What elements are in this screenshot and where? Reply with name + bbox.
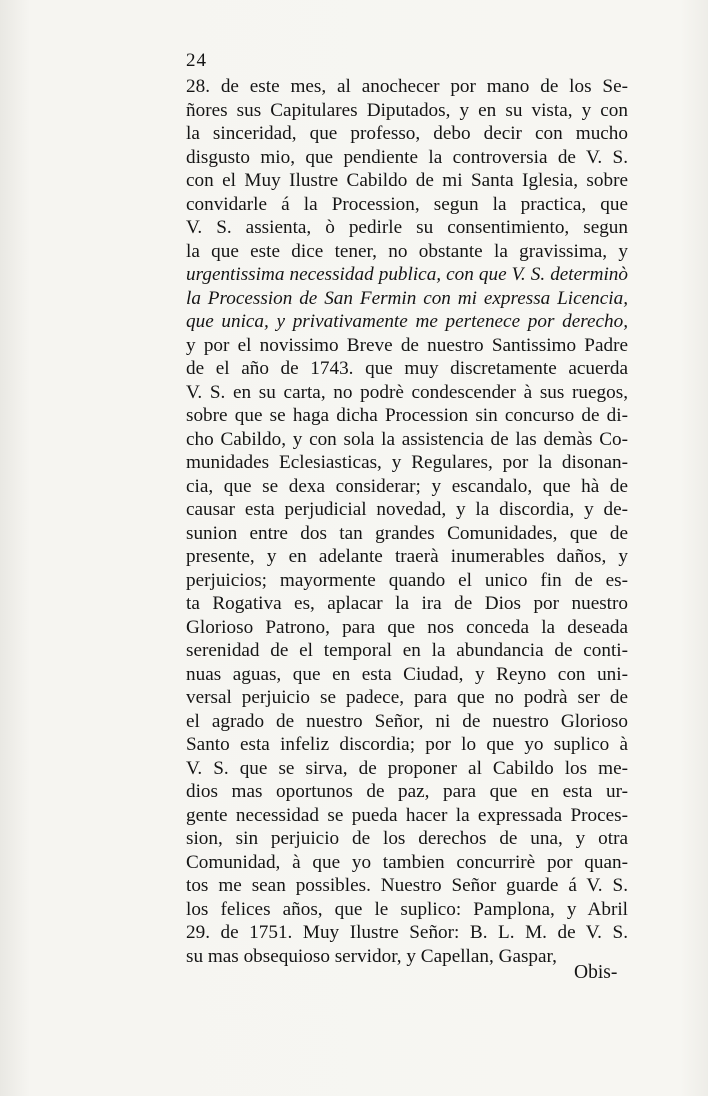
text-line: su mas obsequioso servidor, y Capellan, Gaspar, — [186, 945, 557, 967]
text-line: serenidad de el temporal en la abundancia de conti- — [186, 640, 628, 661]
text-line: cia, que se dexa considerar; y escandalo, que hà de — [186, 475, 628, 497]
body-text — [186, 75, 628, 968]
text-line: disgusto mio, que pendiente la controversia de V. S. — [186, 146, 628, 168]
text-line: la sinceridad, que professo, debo decir con mucho — [186, 123, 628, 144]
text-line: cho Cabildo, y con sola la assistencia de las demàs Co- — [186, 428, 628, 450]
text-line: dios mas oportunos de paz, para que en esta ur- — [186, 781, 628, 802]
text-line: nuas aguas, que en esta Ciudad, y Reyno con uni- — [186, 663, 628, 685]
text-line: presente, y en adelante traerà inumerables daños, y — [186, 546, 628, 567]
text-line: la que este dice tener, no obstante la gravissima, y — [186, 240, 628, 262]
text-line: que unica, y privativamente me pertenece por derecho, — [186, 311, 628, 332]
text-line: tos me sean possibles. Nuestro Señor guarde á V. S. — [186, 875, 628, 896]
text-line: sobre que se haga dicha Procession sin concurso de di- — [186, 405, 628, 426]
text-line: y por el novissimo Breve de nuestro Santissimo Padre — [186, 334, 628, 356]
text-line: convidarle á la Procession, segun la practica, que — [186, 193, 628, 215]
page-number: 24 — [186, 50, 207, 71]
text-line: versal perjuicio se padece, para que no podrà ser de — [186, 687, 628, 708]
text-line: sion, sin perjuicio de los derechos de una, y otra — [186, 828, 628, 849]
text-line: V. S. assienta, ò pedirle su consentimiento, segun — [186, 217, 628, 238]
text-line: de el año de 1743. que muy discretamente acuerda — [186, 358, 628, 379]
text-line: los felices años, que le suplico: Pamplona, y Abril — [186, 898, 628, 920]
text-line: urgentissima necessidad publica, con que V. S. determinò — [186, 264, 628, 285]
text-line: V. S. que se sirva, de proponer al Cabildo los me- — [186, 757, 628, 779]
text-line: Comunidad, à que yo tambien concurrirè por quan- — [186, 851, 628, 873]
text-line: Santo esta infeliz discordia; por lo que yo suplico à — [186, 734, 628, 755]
text-line: Glorioso Patrono, para que nos conceda la deseada — [186, 616, 628, 638]
text-line: con el Muy Ilustre Cabildo de mi Santa Iglesia, sobre — [186, 170, 628, 191]
text-line: sunion entre dos tan grandes Comunidades, que de — [186, 522, 628, 544]
text-line: gente necessidad se pueda hacer la expressada Proces- — [186, 804, 628, 826]
text-line: V. S. en su carta, no podrè condescender à sus ruegos, — [186, 381, 628, 403]
text-line: el agrado de nuestro Señor, ni de nuestro Glorioso — [186, 710, 628, 732]
text-line: causar esta perjudicial novedad, y la discordia, y de- — [186, 499, 628, 520]
catchword: Obis- — [574, 962, 618, 983]
text-line: ñores sus Capitulares Diputados, y en su vista, y con — [186, 99, 628, 121]
text-line: la Procession de San Fermin con mi expressa Licencia, — [186, 287, 628, 309]
text-line: ta Rogativa es, aplacar la ira de Dios por nuestro — [186, 593, 628, 614]
text-line: 29. de 1751. Muy Ilustre Señor: B. L. M. de V. S. — [186, 922, 628, 943]
text-line: perjuicios; mayormente quando el unico fin de es- — [186, 569, 628, 591]
text-line: 28. de este mes, al anochecer por mano de los Se- — [186, 76, 628, 97]
text-line: munidades Eclesiasticas, y Regulares, por la disonan- — [186, 452, 628, 473]
